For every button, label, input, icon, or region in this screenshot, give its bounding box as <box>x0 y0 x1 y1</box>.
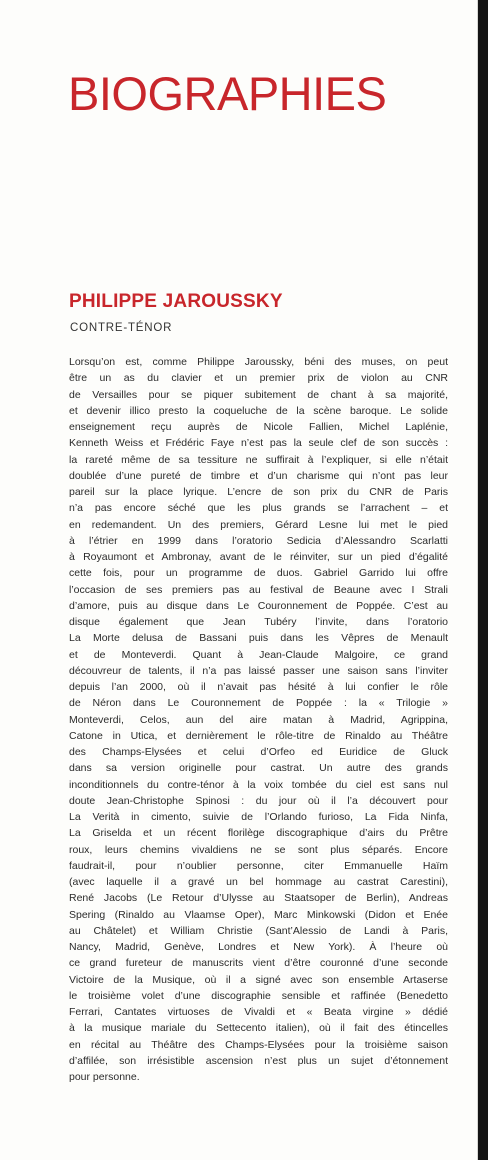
page-title: BIOGRAPHIES <box>68 67 387 120</box>
person-role: CONTRE-TÉNOR <box>70 322 173 334</box>
bio-line: inconditionnels du contre-ténor à la voix tombée du ciel est sans nul <box>69 778 448 791</box>
bio-line: en redemandent. Un des premiers, Gérard Lesne lui met le pied <box>69 518 448 531</box>
bio-line: et de Monteverdi. Quant à Jean-Claude Malgoire, ce grand <box>69 648 448 661</box>
bio-line: la rareté même de sa tessiture ne suffirait à l’expliquer, si elle n’était <box>69 453 448 466</box>
bio-line: de Néron dans Le Couronnement de Poppée : la « Trilogie » <box>69 697 448 710</box>
bio-line: à la musique mariale du Settecento italien), où il fait des étincelles <box>69 1022 448 1035</box>
bio-line: d’amore, puis au disque dans Le Couronnement de Poppée. C’est au <box>69 599 448 612</box>
bio-line: enseignement reçu auprès de Nicole Fallien, Michel Laplénie, <box>69 421 448 433</box>
bio-line: pour personne. <box>69 1071 140 1083</box>
bio-line: Lorsqu’on est, comme Philippe Jaroussky, béni des muses, on peut <box>69 356 448 368</box>
bio-line: disque également que Jean Tubéry l’invite, dans l’oratorio <box>69 616 448 628</box>
bio-line: dans sa version originelle pour castrat. Un autre des grands <box>69 762 448 775</box>
bio-line: être un as du clavier et un premier prix de violon au CNR <box>69 372 448 385</box>
bio-line: La Griselda et un récent florilège discographique d’airs du Prêtre <box>69 827 448 840</box>
bio-line: doublée d’une pureté de timbre et d’un charisme qui n’ont pas leur <box>69 469 448 482</box>
bio-line: à Royaumont et Ambronay, avant de le réinviter, sur un pied d’égalité <box>69 551 448 563</box>
bio-line: l’occasion de ses premiers pas au festival de Beaune avec I Strali <box>69 583 448 596</box>
bio-line: Monteverdi, Celos, aun del aire matan à Madrid, Agrippina, <box>69 713 448 726</box>
bio-line: ce grand fureteur de manuscrits vient d’être couronné d’une seconde <box>69 957 448 970</box>
bio-line: à l’étrier en 1999 dans l’oratorio Sedicia d’Alessandro Scarlatti <box>69 534 448 547</box>
bio-line: La Verità in cimento, suivie de l’Orlando furioso, La Fida Ninfa, <box>69 811 448 823</box>
bio-line: en récital au Théâtre des Champs-Elysées pour la troisième saison <box>69 1038 448 1051</box>
bio-line: et devenir illico presto la coqueluche de la scène baroque. Le solide <box>69 404 448 417</box>
bio-line: des Champs-Elysées et celui d’Orfeo ed Euridice de Gluck <box>69 746 448 758</box>
bio-line: découvreur de talents, il n’a pas laissé passer une saison sans l’inviter <box>69 664 448 677</box>
bio-line: Kenneth Weiss et Frédéric Faye n’est pas la seule clef de son succès : <box>69 437 448 450</box>
bio-line: Spering (Rinaldo au Vlaamse Oper), Marc Minkowski (Didon et Enée <box>69 908 448 921</box>
bio-line: faudrait-il, pour n’oublier personne, citer Emmanuelle Haïm <box>69 859 448 872</box>
bio-line: d’affilée, son irrésistible ascension n’est plus un sujet d’étonnement <box>69 1054 448 1067</box>
scanner-edge <box>478 0 488 1160</box>
bio-line: de Versailles pour se piquer subitement de chant à sa majorité, <box>69 388 448 401</box>
bio-line: depuis l’an 2000, où il n’avait pas hésité à lui confier le rôle <box>69 681 448 693</box>
bio-line: Victoire de la Musique, où il a signé avec son ensemble Artaserse <box>69 973 448 986</box>
bio-line: Ferrari, Cantates virtuoses de Vivaldi et « Beata virgine » dédié <box>69 1006 448 1018</box>
bio-line: roux, leurs chemins vivaldiens ne se sont plus séparés. Encore <box>69 843 448 856</box>
bio-line: La Morte delusa de Bassani puis dans les Vêpres de Menault <box>69 632 448 645</box>
bio-line: au Châtelet) et William Christie (Sant’Alessio de Landi à Paris, <box>69 924 448 937</box>
person-name: PHILIPPE JAROUSSKY <box>69 291 283 312</box>
bio-line: n’a pas encore séché que les plus grands se l’arrachent – et <box>69 502 448 515</box>
bio-line: Nancy, Madrid, Genève, Londres et New York). À l’heure où <box>69 941 448 953</box>
biography-text <box>69 354 448 1085</box>
bio-line: pareil sur la place lyrique. L’encre de son prix du CNR de Paris <box>69 486 448 498</box>
bio-line: doute Jean-Christophe Spinosi : du jour où il l’a découvert pour <box>69 794 448 807</box>
bio-line: (avec laquelle il a gravé un bel hommage au castrat Carestini), <box>69 876 448 888</box>
bio-line: René Jacobs (Le Retour d’Ulysse au Staatsoper de Berlin), Andreas <box>69 892 448 905</box>
bio-line: le troisième volet d’une discographie sensible et raffinée (Benedetto <box>69 989 448 1002</box>
bio-line: cette fois, pour un programme de duos. Gabriel Garrido lui offre <box>69 567 448 580</box>
bio-line: Catone in Utica, et dernièrement le rôle-titre de Rinaldo au Théâtre <box>69 729 448 742</box>
